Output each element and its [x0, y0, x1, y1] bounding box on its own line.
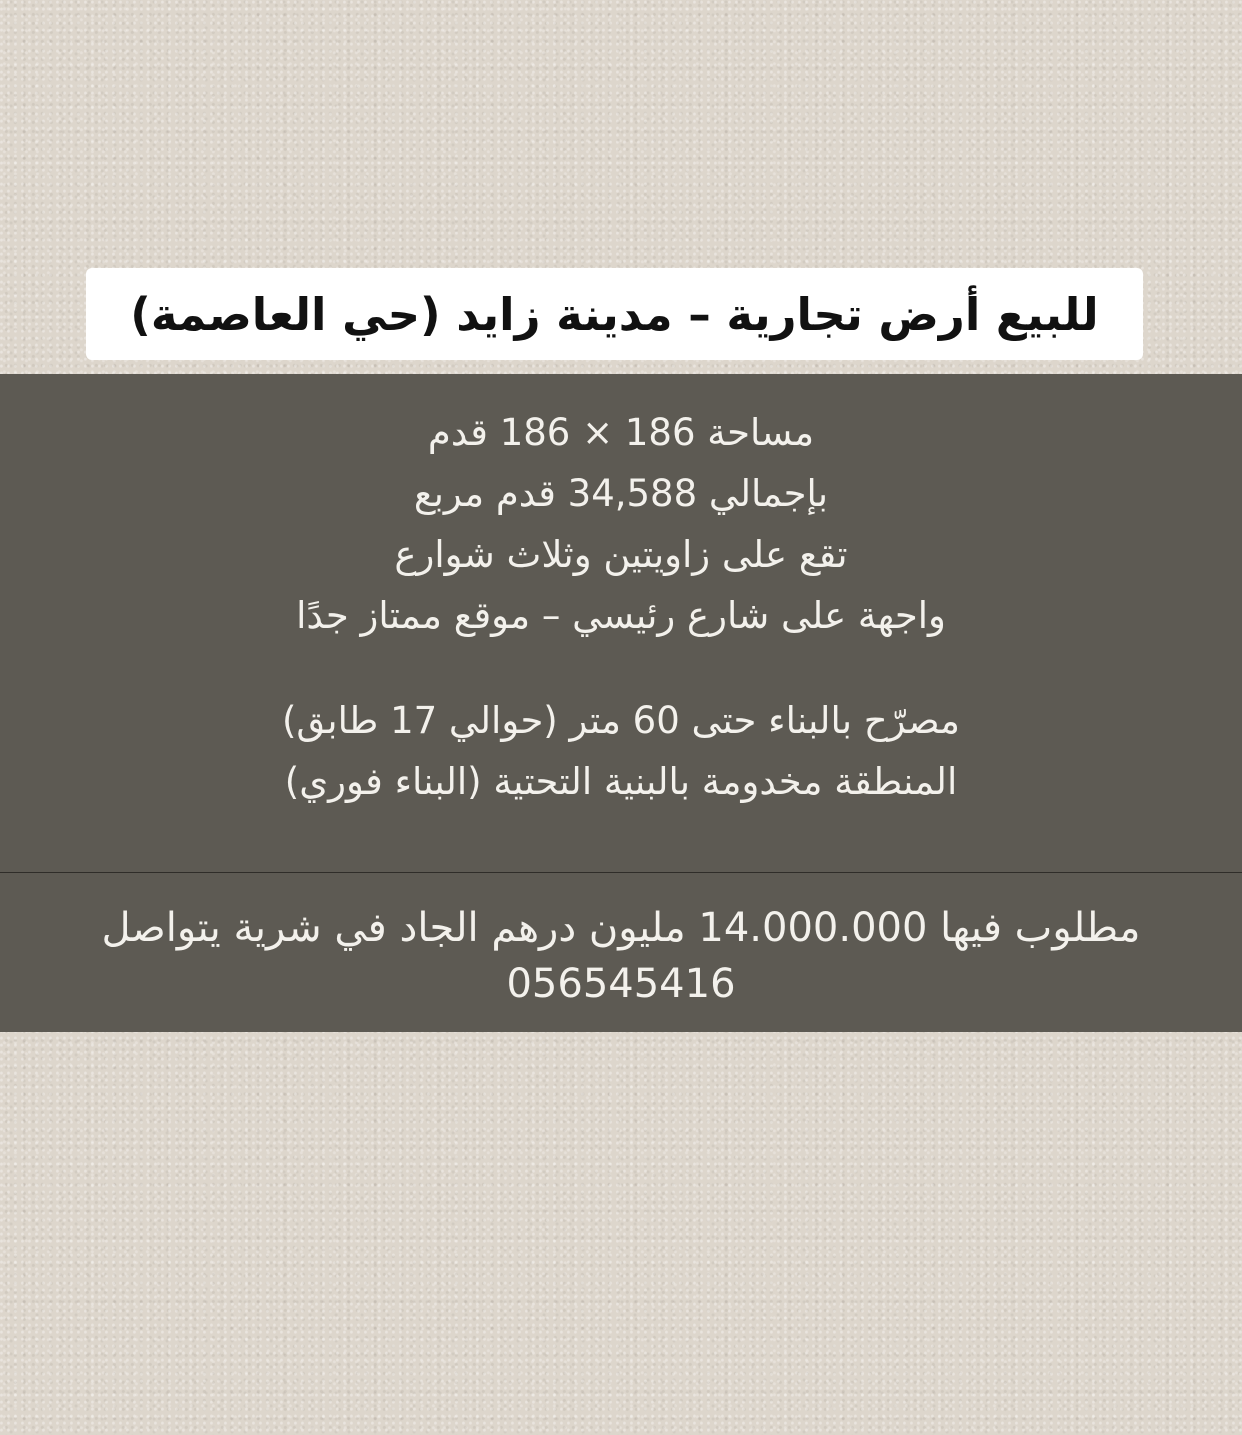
- detail-frontage: واجهة على شارع رئيسي – موقع ممتاز جدًا: [296, 594, 946, 637]
- divider: [0, 872, 1242, 873]
- phone-number: 056545416: [506, 961, 736, 1007]
- price-contact: [0, 900, 1242, 1012]
- building-details: [0, 690, 1242, 812]
- detail-height: مصرّح بالبناء حتى 60 متر (حوالي 17 طابق): [282, 699, 960, 742]
- detail-area: مساحة 186 × 186 قدم: [427, 411, 815, 454]
- detail-corners: تقع على زاويتين وثلاث شوارع: [394, 533, 848, 576]
- detail-total-area: بإجمالي 34,588 قدم مربع: [413, 472, 829, 515]
- detail-infrastructure: المنطقة مخدومة بالبنية التحتية (البناء فوري): [284, 760, 958, 803]
- listing-title: للبيع أرض تجارية – مدينة زايد (حي العاصمة): [130, 287, 1099, 341]
- price-line: مطلوب فيها 14.000.000 مليون درهم الجاد في شرية يتواصل: [101, 905, 1141, 951]
- land-details: [0, 402, 1242, 646]
- details-panel: [0, 374, 1242, 1032]
- title-box: [86, 268, 1143, 360]
